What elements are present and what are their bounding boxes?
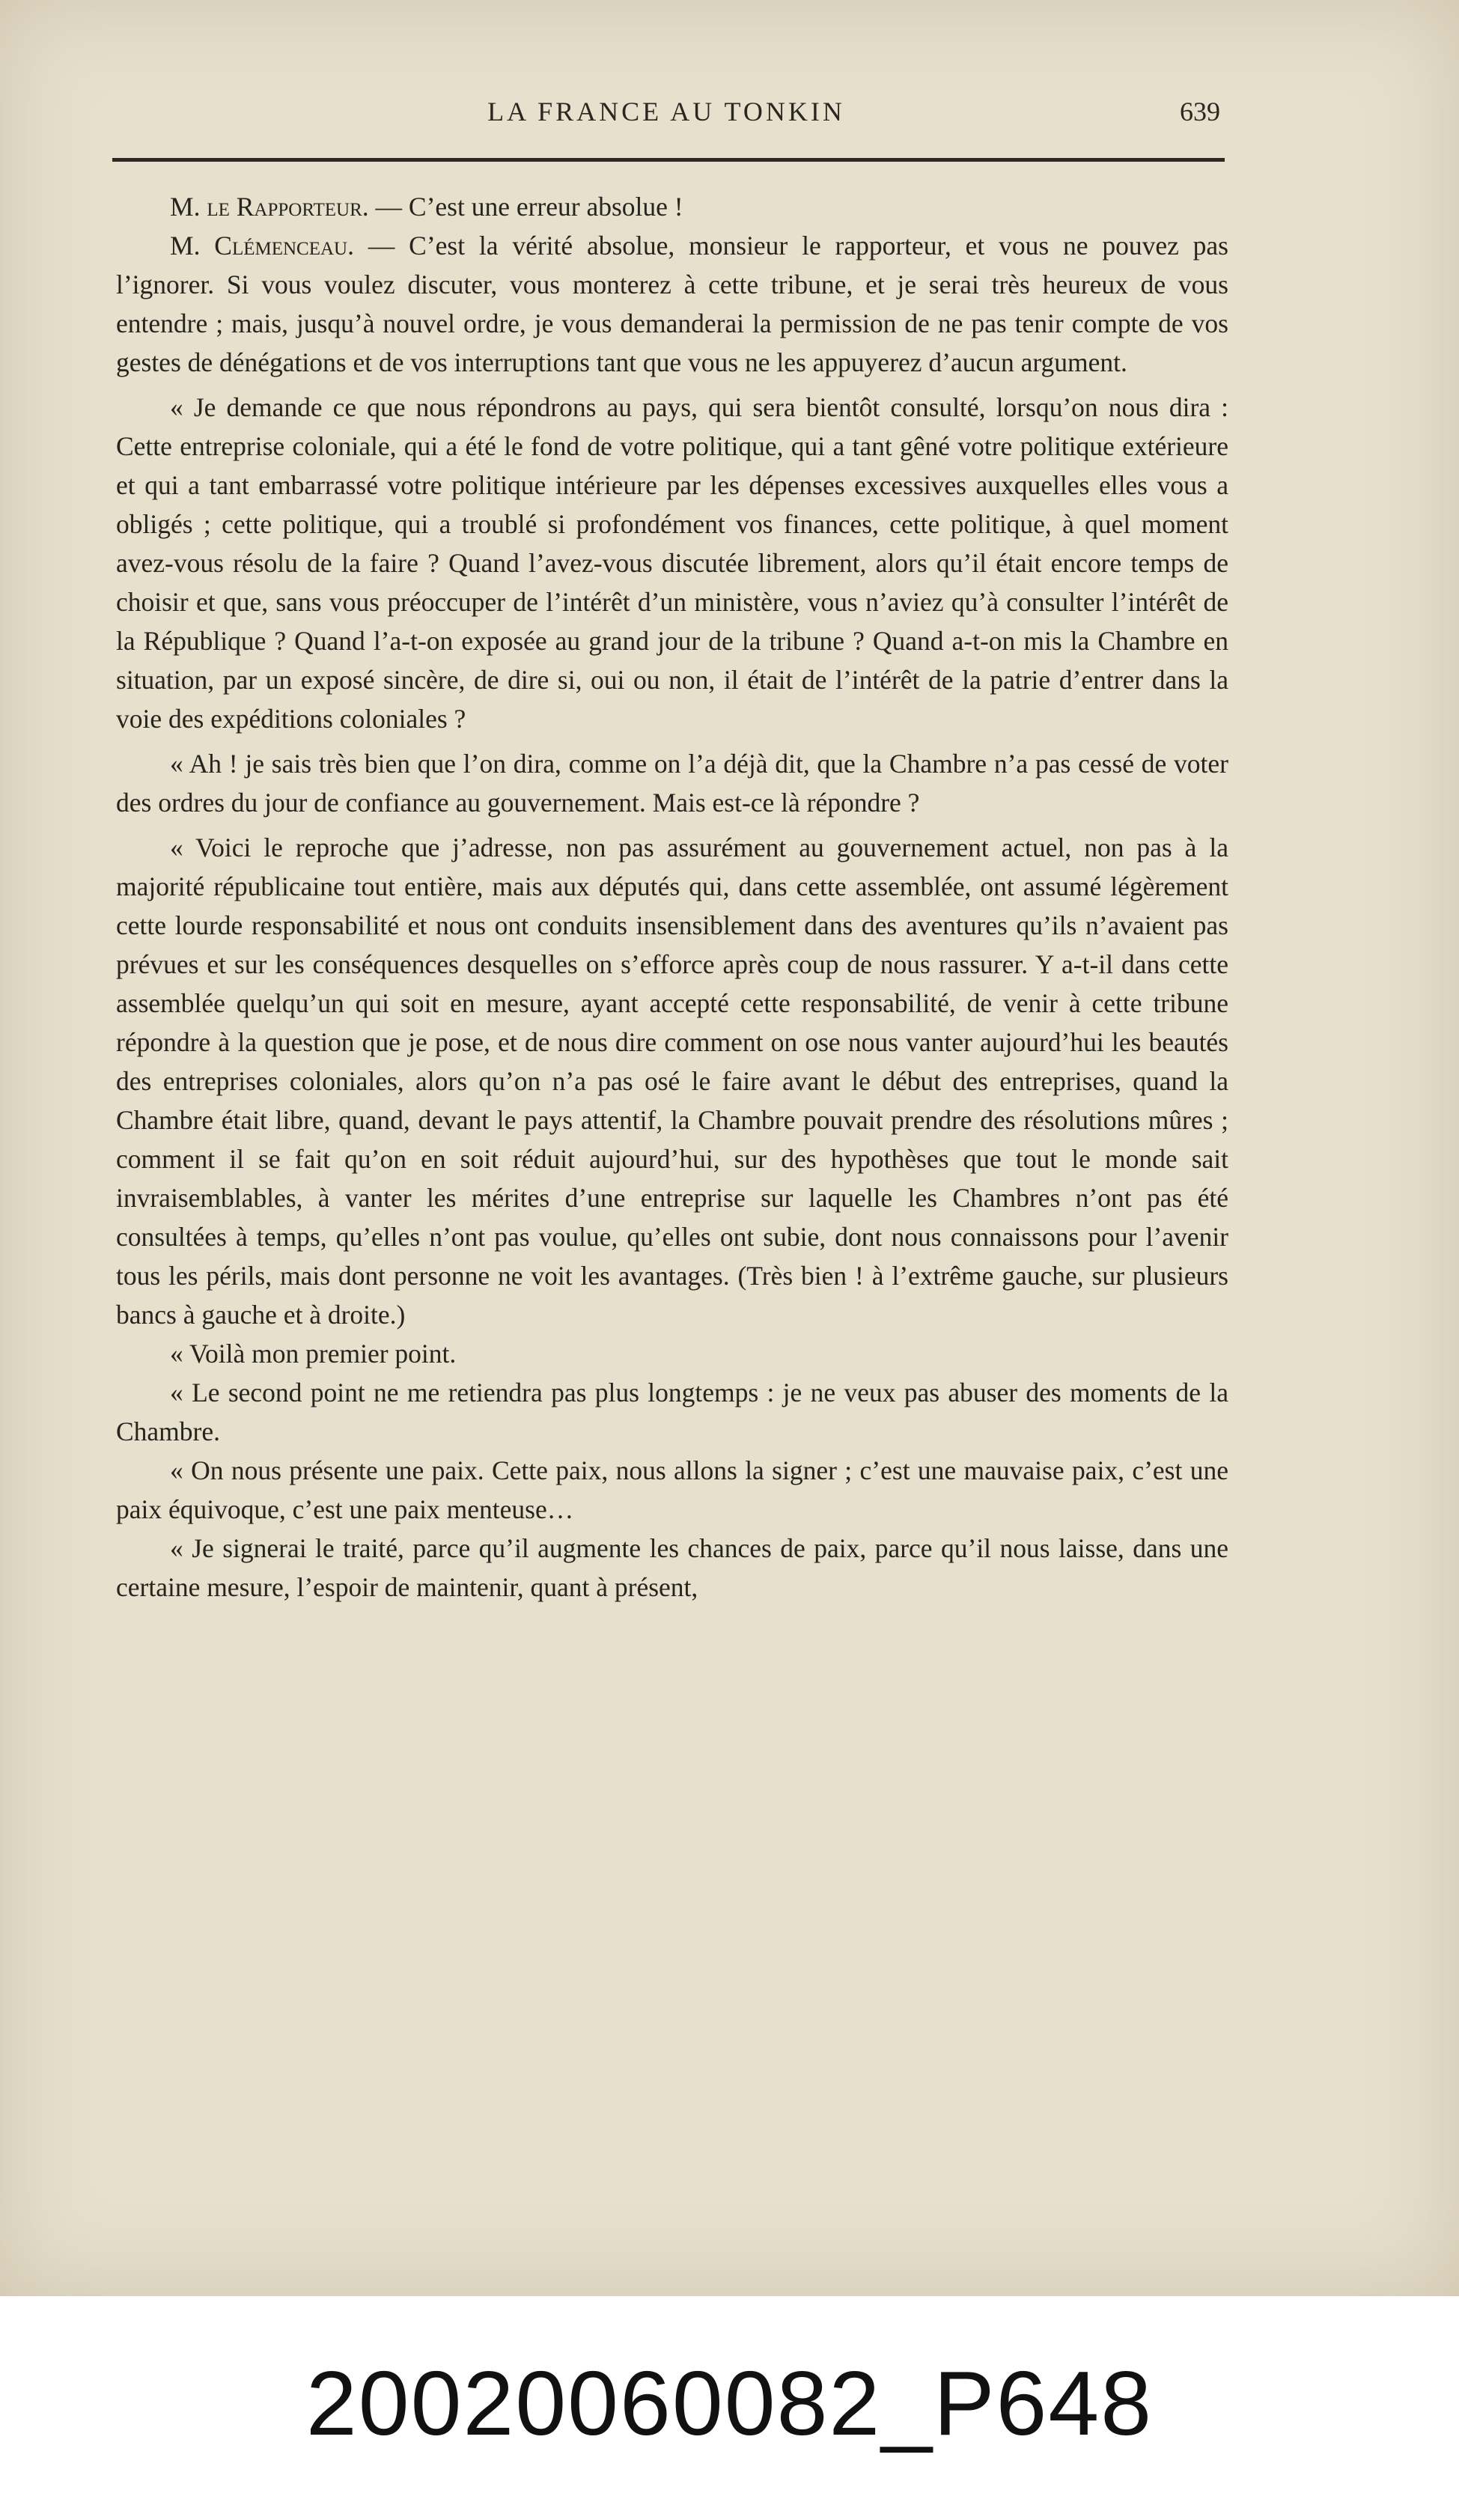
paragraph	[116, 226, 1228, 382]
paragraph-text: — C’est une erreur absolue !	[368, 192, 683, 222]
speaker-name: M. le Rapporteur.	[170, 192, 369, 222]
paragraph-text: « Je demande ce que nous répondrons au pays, qui sera bientôt consulté, lorsqu’on nous dira : Cette entreprise coloniale, qui a été le fond de votre politique, qui a tant gêné votre politique extérieure et qui a tant embarrassé votre politique intérieure par les dépenses excessives auxquelles elles vous a obligés ; cette politique, qui a troublé si profondément vos finances, cette politique, à quel moment avez-vous résolu de la faire ? Quand l’avez-vous discutée librement, alors qu’il était encore temps de choisir et que, sans vous préoccuper de l’intérêt d’un ministère, vous n’aviez qu’à consulter l’intérêt de la République ? Quand l’a-t-on exposée au grand jour de la tribune ? Quand a-t-on mis la Chambre en situation, par un exposé sincère, de dire si, oui ou non, il était de l’intérêt de la patrie d’entrer dans la voie des expéditions coloniales ?	[116, 392, 1228, 734]
paragraph	[116, 388, 1228, 738]
running-title: LA FRANCE AU TONKIN	[487, 97, 845, 127]
paragraph-text: « On nous présente une paix. Cette paix, nous allons la signer ; c’est une mauvaise paix, c’est une paix équivoque, c’est une paix menteuse…	[116, 1455, 1228, 1524]
paragraph-text: « Je signerai le traité, parce qu’il augmente les chances de paix, parce qu’il nous laisse, dans une certaine mesure, l’espoir de maintenir, quant à présent,	[116, 1533, 1228, 1602]
paragraph-text: — C’est la vérité absolue, monsieur le rapporteur, et vous ne pouvez pas l’ignorer. Si vous voulez discuter, vous monterez à cette tribune, et je serai très heureux de vous entendre ; mais, jusqu’à nouvel ordre, je vous demanderai la permission de ne pas tenir compte de vos gestes de dénégations et de vos interruptions tant que vous ne les appuyerez d’aucun argument.	[116, 231, 1228, 377]
paragraph-text: « Ah ! je sais très bien que l’on dira, comme on l’a déjà dit, que la Chambre n’a pas cessé de voter des ordres du jour de confiance au gouvernement. Mais est-ce là répondre ?	[116, 749, 1228, 818]
page-header	[112, 96, 1220, 141]
archive-identifier: 20020060082_P648	[305, 2352, 1154, 2454]
paragraph	[116, 187, 1228, 226]
paragraph	[116, 1373, 1228, 1451]
header-rule	[112, 158, 1225, 162]
paragraph	[116, 744, 1228, 822]
paragraph-text: « Voici le reproche que j’adresse, non pas assurément au gouvernement actuel, non pas à la majorité républicaine tout entière, mais aux députés qui, dans cette assemblée, ont assumé légèrement cette lourde responsabilité et nous ont conduits insensiblement dans des aventures qu’ils n’avaient pas prévues et sur les conséquences desquelles on s’efforce après coup de nous rassurer. Y a-t-il dans cette assemblée quelqu’un qui soit en mesure, ayant accepté cette responsabilité, de venir à cette tribune répondre à la question que je pose, et de nous dire comment on ose nous vanter aujourd’hui les beautés des entreprises coloniales, alors qu’on n’a pas osé le faire avant le début des entreprises, quand la Chambre était libre, quand, devant le pays attentif, la Chambre pouvait prendre des résolutions mûres ; comment il se fait qu’on en soit réduit aujourd’hui, sur des hypothèses que tout le monde sait invraisemblables, à vanter les mérites d’une entreprise sur laquelle les Chambres n’ont pas été consultées à temps, qu’elles n’ont pas voulue, qu’elles ont subie, dont nous connaissons pour l’avenir tous les périls, mais dont personne ne voit les avantages. (Très bien ! à l’extrême gauche, sur plusieurs bancs à gauche et à droite.)	[116, 833, 1228, 1330]
page-number: 639	[1180, 97, 1220, 127]
paragraph-text: « Le second point ne me retiendra pas plus longtemps : je ne veux pas abuser des moments de la Chambre.	[116, 1378, 1228, 1446]
paragraph-text: « Voilà mon premier point.	[170, 1339, 457, 1369]
speaker-name: M. Clémenceau.	[170, 231, 354, 261]
paragraph	[116, 1451, 1228, 1529]
paragraph	[116, 1529, 1228, 1607]
paragraph	[116, 1334, 1228, 1373]
paragraph	[116, 828, 1228, 1334]
body-text	[116, 187, 1228, 1607]
